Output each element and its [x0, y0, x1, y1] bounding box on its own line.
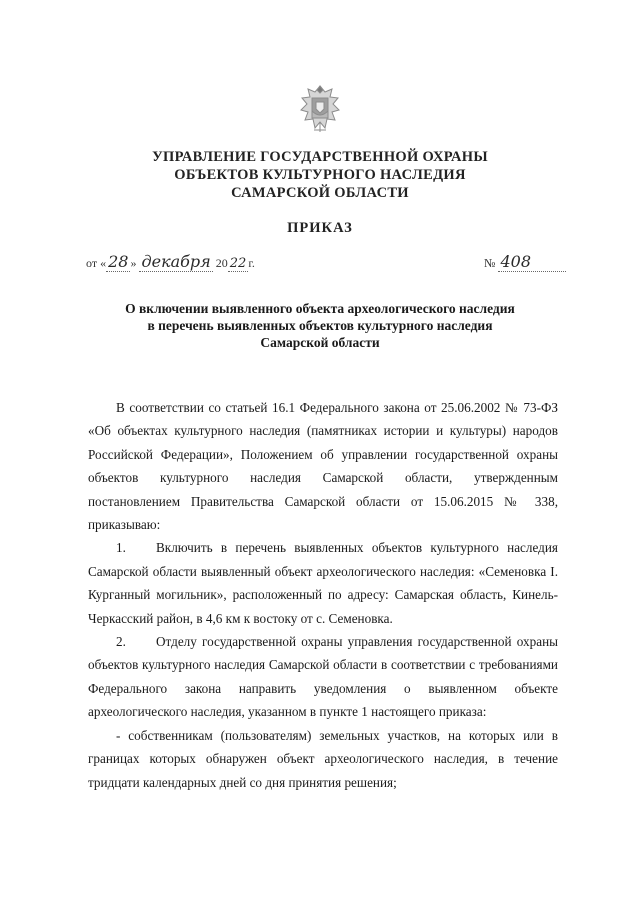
- subject-line: Самарской области: [260, 335, 380, 350]
- date-day: 28: [108, 252, 129, 271]
- item-text: Включить в перечень выявленных объектов культурного наследия Самарской области выявленный объект археологического наследия: «Семеновка I. Курганный могильник», расположенный по адресу: Самарская область, Кинель-Черкасский район, в 4,6 км к востоку от с. Семеновка.: [88, 540, 558, 626]
- number-prefix: №: [484, 256, 499, 270]
- org-line: ОБЪЕКТОВ КУЛЬТУРНОГО НАСЛЕДИЯ: [174, 167, 466, 183]
- preamble: В соответствии со статьей 16.1 Федерального закона от 25.06.2002 № 73-ФЗ «Об объектах культурного наследия (памятниках истории и культуры) народов Российской Федерации», Положением об управлении государственной охраны объектов культурного наследия Самарской области, утвержденным постановлением Правительства Самарской области от 15.06.2015 № 338, приказываю:: [88, 400, 558, 533]
- subject-line: О включении выявленного объекта археологического наследия: [125, 301, 515, 316]
- subject-line: в перечень выявленных объектов культурного наследия: [147, 318, 493, 333]
- order-number: [484, 252, 566, 276]
- date-prefix: от «: [86, 256, 107, 270]
- document-type: ПРИКАЗ: [287, 220, 353, 236]
- date-suffix: г.: [248, 256, 255, 270]
- order-item-1: [88, 536, 558, 630]
- order-item-2: [88, 630, 558, 724]
- org-line: САМАРСКОЙ ОБЛАСТИ: [231, 185, 409, 201]
- item-number: 2.: [116, 634, 126, 650]
- org-line: УПРАВЛЕНИЕ ГОСУДАРСТВЕННОЙ ОХРАНЫ: [152, 149, 488, 165]
- organization-name: [0, 148, 640, 202]
- date-month: декабря: [141, 252, 211, 271]
- bullet-item: - собственникам (пользователям) земельных участков, на которых или в границах которых обнаружен объект археологического наследия, в течение тридцати календарных дней со дня принятия решения;: [88, 727, 558, 790]
- order-subject: [0, 300, 640, 351]
- coat-of-arms-icon: [297, 84, 343, 134]
- order-date: [86, 252, 255, 276]
- item-number: 1.: [116, 540, 126, 556]
- date-mid: »: [130, 256, 140, 270]
- order-body: [88, 396, 558, 794]
- number-value: 408: [498, 252, 566, 272]
- date-year: 22: [229, 256, 247, 271]
- date-year-prefix: 20: [212, 256, 228, 270]
- item-text: Отделу государственной охраны управления государственной охраны объектов культурного наследия Самарской области в соответствии с требованиями Федерального закона направить уведомления о выявленном объекте археологического наследия, указанном в пункте 1 настоящего приказа:: [88, 634, 558, 720]
